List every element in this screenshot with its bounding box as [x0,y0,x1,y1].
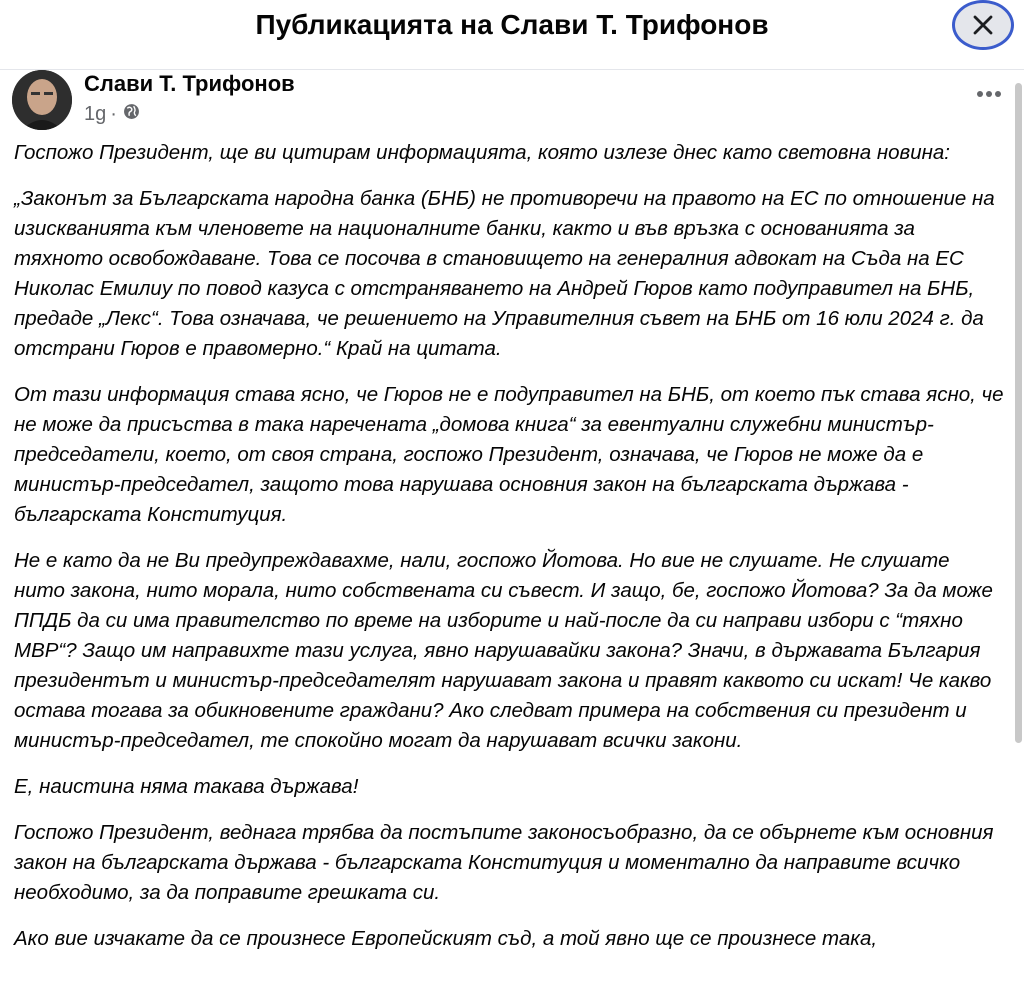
dialog-header [0,0,1024,70]
dialog-title: Публикацията на Слави Т. Трифонов [255,9,769,40]
avatar-image [12,70,72,130]
post-header [12,70,1012,130]
post-meta [84,102,140,126]
post-paragraph: „Законът за Българската народна банка (БНБ) не противоречи на правото на ЕС по отношение на изискванията към членовете на националните банки, както и във връзка с основанията за тяхното освобождаване. Това се посочва в становището на генералния адвокат на Съда на ЕС Николас Емилиу по повод казуса с отстраняването на Андрей Гюров като подуправител на БНБ, предаде „Лекс“. Това означава, че решението на Управителния съвет на БНБ от 16 юли 2024 г. да отстрани Гюров е правомерно.“ Край на цитата. [14,187,995,360]
close-icon [971,13,995,37]
globe-icon [123,102,140,126]
post-paragraph: От тази информация става ясно, че Гюров не е подуправител на БНБ, от което пък става ясно, че не може да присъства в така наречената „домова книга“ за евентуални служебни министър-председатели, което, от своя страна, госпожо Президент, означава, че Гюров не може да е министър-председател, защото това нарушава основния закон на българската държава - българската Конституция. [14,383,1004,526]
author-name[interactable]: Слави Т. Трифонов [84,71,295,96]
meta-separator: · [110,103,117,125]
close-button[interactable] [952,0,1014,50]
post-paragraph: Госпожо Президент, веднага трябва да постъпите законосъобразно, да се обърнете към основния закон на българската държава - българската Конституция и моментално да направите всичко необходимо, за да поправите грешката си. [14,821,994,904]
post-paragraph: Ако вие изчакате да се произнесе Европейският съд, а той явно ще се произнесе така, [14,927,878,950]
more-options-button[interactable] [974,84,1004,104]
scrollbar-thumb[interactable] [1015,83,1022,743]
post-time[interactable]: 1g [84,103,107,125]
post-paragraph: Не е като да не Ви предупреждавахме, нали, госпожо Йотова. Но вие не слушате. Не слушате нито закона, нито морала, нито собствената си съвест. И защо, бе, госпожо Йотова? За да може ППДБ да си има правителство по време на изборите и най-после да си направи избори с “тяхно МВР“? Защо им направихте тази услуга, явно нарушавайки закона? Значи, в държавата България президентът и министър-председателят нарушават закона и правят каквото си искат! Че какво остава тогава за обикновените граждани? Ако следват примера на собствения си президент и министър-председател, те спокойно могат да нарушават всички закони. [14,549,993,752]
post-paragraph: Госпожо Президент, ще ви цитирам информацията, която излезе днес като световна новина: [14,141,951,164]
post-text [14,138,1006,970]
post-paragraph: Е, наистина няма такава държава! [14,775,359,798]
avatar[interactable] [12,70,72,130]
scrollbar[interactable] [1012,69,1024,1008]
more-options-icon [976,90,1002,98]
